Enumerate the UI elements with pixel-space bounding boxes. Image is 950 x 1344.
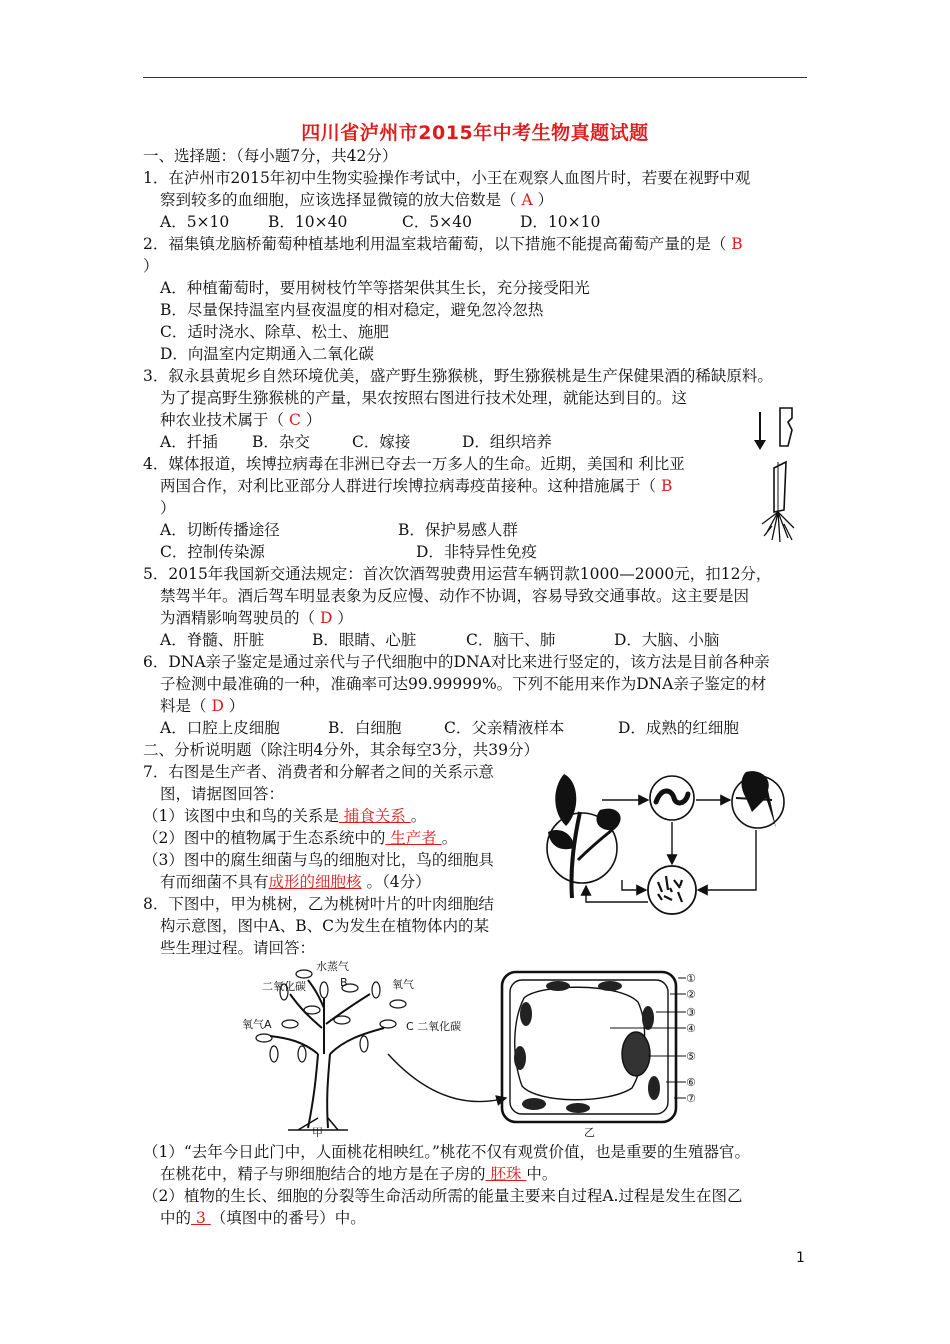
- label-o2-top: 氧气: [392, 978, 414, 991]
- q2-answer: B: [731, 235, 743, 253]
- q6-option-c: C．父亲精液样本: [444, 719, 565, 737]
- q7-sub3-line1: （3）图中的腐生细菌与鸟的细胞对比，鸟的细胞具: [143, 851, 494, 869]
- q5-answer: D: [319, 609, 333, 627]
- q8-line1: 8．下图中，甲为桃树，乙为桃树叶片的叶肉细胞结: [143, 895, 494, 913]
- q8-sub1-line2: 在桃花中，精子与卵细胞结合的地方是在子房的 胚珠 中。: [160, 1165, 558, 1183]
- cell-label-1: ①: [686, 972, 696, 985]
- q8-line2: 构示意图，图中A、B、C为发生在植物体内的某: [160, 917, 489, 935]
- q8-line3: 些生理过程。请回答：: [160, 939, 316, 957]
- q6-option-d: D．成熟的红细胞: [618, 719, 739, 737]
- section-heading-1: 一、选择题：（每小题7分，共42分）: [143, 147, 398, 165]
- q3-option-a: A．扦插: [160, 433, 218, 451]
- q1-option-c: C．5×40: [402, 213, 472, 231]
- cell-label-7: ⑦: [686, 1092, 696, 1105]
- q4-option-b: B．保护易感人群: [398, 521, 518, 539]
- q6-line1: 6．DNA亲子鉴定是通过亲代与子代细胞中的DNA对比来进行竖定的，该方法是目前各种亲: [143, 653, 770, 671]
- label-water-vapor: 水蒸气: [316, 960, 349, 973]
- q2-line1: 2．福集镇龙脑桥葡萄种植基地利用温室栽培葡萄，以下措施不能提高葡萄产量的是（ B: [143, 235, 743, 253]
- q5-option-a: A．脊髓、肝脏: [160, 631, 265, 649]
- q3-option-c: C．嫁接: [352, 433, 411, 451]
- q7-line1: 7．右图是生产者、消费者和分解者之间的关系示意: [143, 763, 494, 781]
- section-heading-2: 二、分析说明题（除注明4分外，其余每空3分，共39分）: [143, 741, 539, 759]
- q4-answer: B: [660, 477, 673, 495]
- q6-answer: D: [211, 697, 224, 715]
- q1-line1: 1．在泸州市2015年初中生物实验操作考试中，小王在观察人血图片时，若要在视野中观: [143, 169, 751, 187]
- cell-label-4: ④: [686, 1022, 696, 1035]
- label-jia: 甲: [312, 1126, 323, 1139]
- grafting-figure: [748, 400, 808, 550]
- cell-label-5: ⑤: [686, 1050, 696, 1063]
- q5-line2: 禁驾半年。酒后驾车明显表象为反应慢、动作不协调，容易导致交通事故。这主要是因: [160, 587, 750, 605]
- tree-cell-figure: [238, 958, 698, 1138]
- q6-option-a: A．口腔上皮细胞: [160, 719, 280, 737]
- ecosystem-figure: [540, 768, 790, 913]
- q8-answer-1: 胚珠: [485, 1165, 527, 1183]
- label-b: B: [340, 976, 348, 989]
- q2-option-a: A．种植葡萄时，要用树枝竹竿等搭架供其生长，充分接受阳光: [160, 279, 590, 297]
- q8-sub2-line1: （2）植物的生长、细胞的分裂等生命活动所需的能量主要来自过程A.过程是发生在图乙: [143, 1187, 743, 1205]
- q3-option-b: B．杂交: [252, 433, 310, 451]
- q5-option-d: D．大脑、小脑: [614, 631, 720, 649]
- q7-line2: 图，请据图回答：: [160, 785, 285, 803]
- q6-line3: 料是（ D ）: [160, 697, 245, 715]
- q1-option-b: B．10×40: [268, 213, 348, 231]
- label-yi: 乙: [584, 1126, 595, 1139]
- q8-sub1-line1: （1）“去年今日此门中，人面桃花相映红。”桃花不仅有观赏价值，也是重要的生殖器官。: [143, 1143, 750, 1161]
- q1-answer: A: [521, 191, 533, 209]
- q8-answer-2: 3: [191, 1209, 211, 1227]
- q1-option-a: A．5×10: [160, 213, 230, 231]
- page-title: 四川省泸州市2015年中考生物真题试题: [301, 122, 649, 144]
- q1-line2: 察到较多的血细胞，应该选择显微镜的放大倍数是（ A ）: [160, 191, 554, 209]
- q6-line2: 子检测中最准确的一种，准确率可达99.99999%。下列不能用来作为DNA亲子鉴定的材: [160, 675, 767, 693]
- q4-option-c: C．控制传染源: [160, 543, 265, 561]
- q7-answer-2: 生产者: [385, 829, 442, 847]
- q4-option-a: A．切断传播途径: [160, 521, 280, 539]
- q2-line2: ）: [143, 257, 159, 275]
- q2-option-d: D．向温室内定期通入二氧化碳: [160, 345, 374, 363]
- header-rule: [143, 77, 807, 78]
- q4-line2: 两国合作，对利比亚部分人群进行埃博拉病毒疫苗接种。这种措施属于（ B: [160, 477, 673, 495]
- cell-label-6: ⑥: [686, 1076, 696, 1089]
- q3-line2: 为了提高野生猕猴桃的产量，果农按照右图进行技术处理，就能达到目的。这: [160, 389, 688, 407]
- q7-sub3-line2: 有而细菌不具有成形的细胞核 。（4分）: [160, 873, 431, 891]
- label-co2-c: C 二氧化碳: [406, 1020, 462, 1033]
- q1-option-d: D．10×10: [520, 213, 601, 231]
- page-number: 1: [796, 1250, 805, 1266]
- q5-line1: 5．2015年我国新交通法规定：首次饮酒驾驶费用运营车辆罚款1000—2000元，扣12分，: [143, 565, 772, 583]
- q5-option-c: C．脑干、肺: [466, 631, 556, 649]
- q3-answer: C: [288, 411, 301, 429]
- q8-sub2-line2: 中的 3 （填图中的番号）中。: [160, 1209, 366, 1227]
- q4-line3: ）: [160, 499, 176, 517]
- tree-trunk: [308, 1054, 330, 1128]
- label-co2-left: 二氧化碳: [262, 980, 306, 993]
- q2-option-c: C．适时浇水、除草、松土、施肥: [160, 323, 389, 341]
- q3-option-d: D．组织培养: [462, 433, 552, 451]
- q5-option-b: B．眼睛、心脏: [312, 631, 417, 649]
- q3-line1: 3．叙永县黄坭乡自然环境优美，盛产野生猕猴桃，野生猕猴桃是生产保健果酒的稀缺原料。: [143, 367, 773, 385]
- q7-answer-3: 成形的细胞核: [268, 873, 362, 891]
- q7-sub1: （1）该图中虫和鸟的关系是 捕食关系 。: [143, 807, 427, 825]
- cell-label-3: ③: [686, 1006, 696, 1019]
- label-o2-a: 氧气A: [242, 1018, 272, 1031]
- q3-line3: 种农业技术属于（ C ）: [160, 411, 322, 429]
- q7-answer-1: 捕食关系: [338, 807, 411, 825]
- q6-option-b: B．白细胞: [328, 719, 402, 737]
- q5-line3: 为酒精影响驾驶员的（ D ）: [160, 609, 353, 627]
- q4-line1: 4．媒体报道，埃博拉病毒在非洲已夺去一万多人的生命。近期，美国和 利比亚: [143, 455, 685, 473]
- q4-option-d: D．非特异性免疫: [416, 543, 537, 561]
- cell-nucleus: [622, 1032, 650, 1076]
- cell-label-2: ②: [686, 988, 696, 1001]
- q2-option-b: B．尽量保持温室内昼夜温度的相对稳定，避免忽冷忽热: [160, 301, 544, 319]
- q7-sub2: （2）图中的植物属于生态系统中的 生产者 。: [143, 829, 458, 847]
